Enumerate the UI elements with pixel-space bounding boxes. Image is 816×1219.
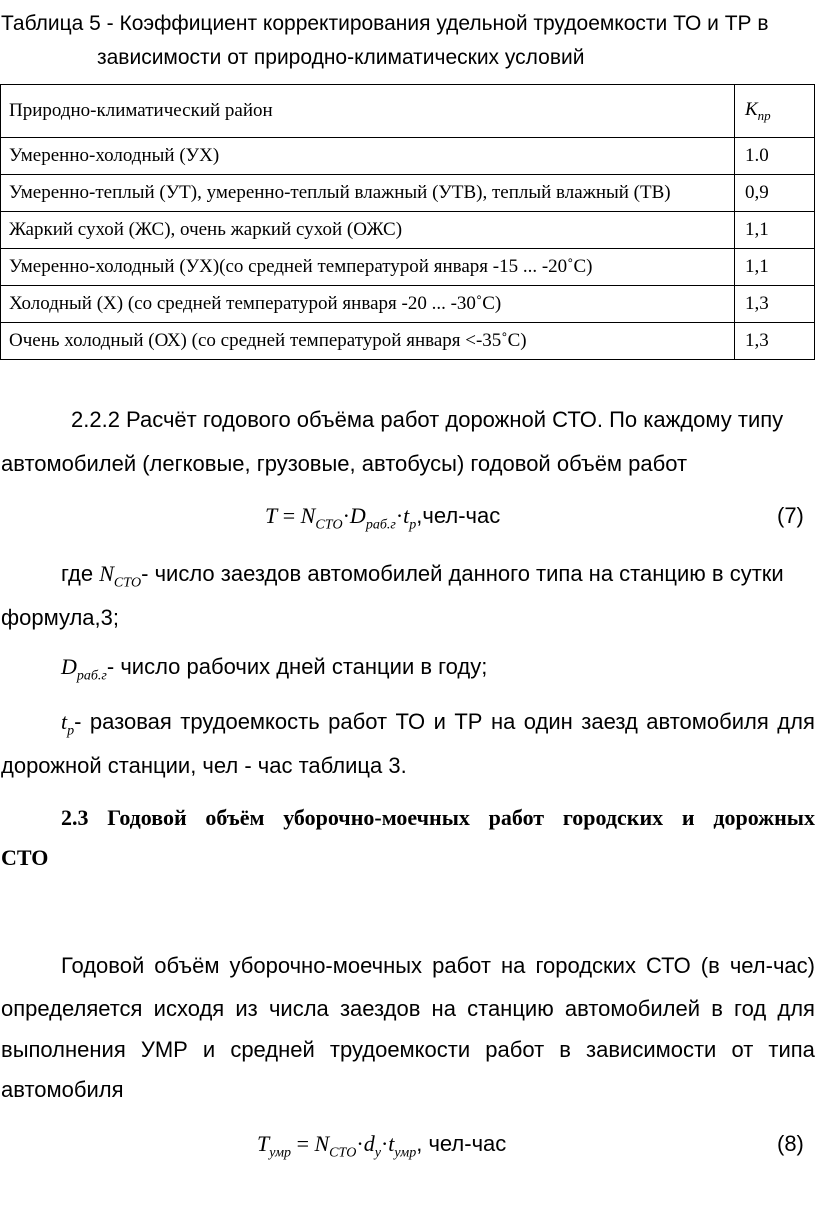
formula-7-number: (7) [777, 503, 804, 528]
value-cell: 1,1 [735, 212, 815, 249]
table-row [1, 286, 815, 323]
region-cell: Умеренно-холодный (УХ) [1, 138, 735, 175]
umr-paragraph-line-1: Годовой объём уборочно-моечных работ на городских СТО (в чел-час) [61, 953, 815, 978]
climate-coefficient-table [0, 84, 815, 360]
umr-paragraph-line-2: определяется исходя из числа заездов на станцию автомобилей в год для [1, 996, 815, 1021]
where-t-line-2: дорожной станции, чел - час таблица 3. [1, 753, 407, 778]
region-cell: Очень холодный (ОХ) (со средней температурой января <-35˚С) [1, 323, 735, 360]
header-coefficient: $К_{пр}$ [735, 85, 815, 138]
region-cell: Жаркий сухой (ЖС), очень жаркий сухой (ОЖС) [1, 212, 735, 249]
section-222-line-2: автомобилей (легковые, грузовые, автобусы) годовой объём работ [1, 451, 688, 476]
table-caption-line-1: Таблица 5 - Коэффициент корректирования удельной трудоемкости ТО и ТР в [1, 12, 769, 35]
formula-8: $Т_{умр} = N_{СТО}\cdot d_у\cdot t_{умр}$, чел-час [257, 1131, 507, 1161]
table-row [1, 249, 815, 286]
table-row [1, 175, 815, 212]
section-23-heading-line-1: 2.3 Годовой объём уборочно-моечных работ городских и дорожных [61, 805, 815, 830]
umr-paragraph-line-3: выполнения УМР и средней трудоемкости работ в зависимости от типа [1, 1037, 815, 1062]
value-cell: 0,9 [735, 175, 815, 212]
where-d-line: $D_{раб.г}-$ число рабочих дней станции в году; [61, 654, 488, 684]
value-cell: 1,3 [735, 323, 815, 360]
where-n-line-2: формула,3; [1, 605, 119, 630]
table-caption-line-2: зависимости от природно-климатических условий [97, 46, 585, 69]
table-row [1, 212, 815, 249]
formula-8-number: (8) [777, 1131, 804, 1156]
region-cell: Умеренно-холодный (УХ)(со средней температурой января -15 ... -20˚С) [1, 249, 735, 286]
table-header-row [1, 85, 815, 138]
section-222-line-1: 2.2.2 Расчёт годового объёма работ дорожной СТО. По каждому типу [71, 407, 784, 432]
where-n-line-1: где $N_{СТО}-$ число заездов автомобилей данного типа на станцию в сутки [61, 561, 784, 591]
umr-paragraph-line-4: автомобиля [1, 1077, 124, 1102]
region-cell: Умеренно-теплый (УТ), умеренно-теплый влажный (УТВ), теплый влажный (ТВ) [1, 175, 735, 212]
table-row [1, 138, 815, 175]
where-t-line-1: $t_р-$ разовая трудоемкость работ ТО и ТР на один заезд автомобиля для [61, 709, 815, 739]
formula-7: $T = N_{СТО}\cdot D_{раб.г}\cdot t_р,чел$-час [265, 503, 501, 533]
header-region: Природно-климатический район [1, 85, 735, 138]
value-cell: 1,3 [735, 286, 815, 323]
value-cell: 1.0 [735, 138, 815, 175]
section-23-heading-line-2: СТО [1, 845, 49, 870]
value-cell: 1,1 [735, 249, 815, 286]
region-cell: Холодный (Х) (со средней температурой января -20 ... -30˚С) [1, 286, 735, 323]
table-row [1, 323, 815, 360]
